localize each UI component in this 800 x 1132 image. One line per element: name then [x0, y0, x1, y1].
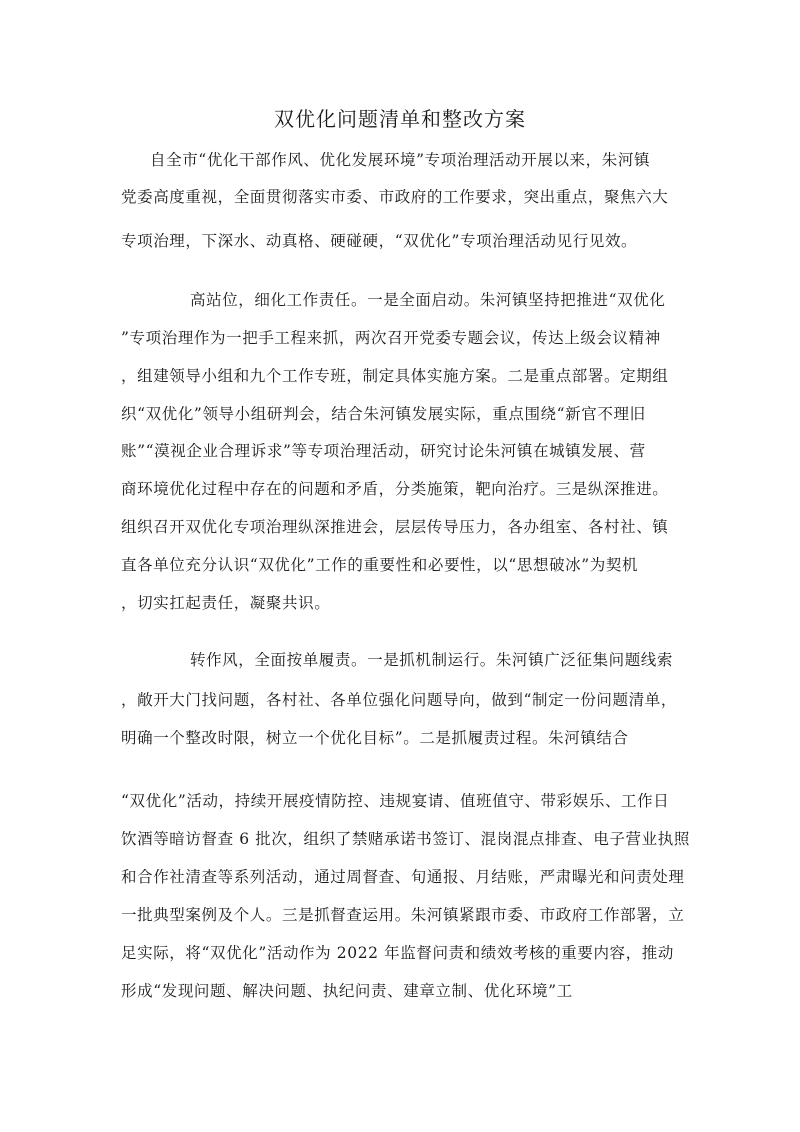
document-title: 双优化问题清单和整改方案	[274, 107, 526, 131]
paragraph-1-line-1: 自全市“优化干部作风、优化发展环境”专项治理活动开展以来，朱河镇	[150, 151, 651, 169]
paragraph-2-line-6: 商环境优化过程中存在的问题和矛盾，分类施策，靶向治疗。三是纵深推进。	[121, 480, 669, 498]
paragraph-4-line-2: 饮酒等暗访督查 6 批次，组织了禁赌承诺书签订、混岗混点排查、电子营业执照	[121, 830, 690, 848]
paragraph-3-line-3: 明确一个整改时限，树立一个优化目标”。二是抓履责过程。朱河镇结合	[121, 729, 629, 747]
paragraph-2-line-7: 组织召开双优化专项治理纵深推进会，层层传导压力，各办组室、各村社、镇	[121, 518, 669, 536]
paragraph-4-line-3: 和合作社清查等系列活动，通过周督查、旬通报、月结账，严肃曝光和问责处理	[121, 868, 685, 886]
paragraph-2-line-1: 高站位，细化工作责任。一是全面启动。朱河镇坚持把推进“双优化	[190, 291, 666, 309]
paragraph-2-line-4: 织“双优化”领导小组研判会，结合朱河镇发展实际，重点围绕“新官不理旧	[121, 405, 646, 423]
paragraph-2-line-5: 账”“漠视企业合理诉求”等专项治理活动，研究讨论朱河镇在城镇发展、营	[121, 442, 646, 460]
paragraph-3-line-1: 转作风，全面按单履责。一是抓机制运行。朱河镇广泛征集问题线索	[190, 651, 674, 669]
paragraph-2-line-9: ，切实扛起责任，凝聚共识。	[121, 594, 331, 612]
paragraph-4-line-4: 一批典型案例及个人。三是抓督查运用。朱河镇紧跟市委、市政府工作部署，立	[121, 906, 685, 924]
paragraph-4-line-1: “双优化”活动，持续开展疫情防控、违规宴请、值班值守、带彩娱乐、工作日	[121, 792, 670, 810]
paragraph-2-line-3: ，组建领导小组和九个工作专班，制定具体实施方案。二是重点部署。定期组	[121, 367, 669, 385]
paragraph-2-line-2: ”专项治理作为一把手工程来抓，两次召开党委专题会议，传达上级会议精神	[121, 329, 661, 347]
paragraph-4-line-5: 足实际，将“双优化”活动作为 2022 年监督问责和绩效考核的重要内容，推动	[121, 944, 674, 962]
paragraph-3-line-2: ，敞开大门找问题，各村社、各单位强化问题导向，做到“制定一份问题清单，	[121, 691, 677, 709]
paragraph-4-line-6: 形成“发现问题、解决问题、执纪问责、建章立制、优化环境”工	[121, 982, 573, 1000]
paragraph-2-line-8: 直各单位充分认识“双优化”工作的重要性和必要性，以“思想破冰”为契机	[121, 556, 639, 574]
paragraph-1-line-2: 党委高度重视，全面贯彻落实市委、市政府的工作要求，突出重点，聚焦六大	[121, 188, 669, 206]
paragraph-1-line-3: 专项治理，下深水、动真格、硬碰硬，“双优化”专项治理活动见行见效。	[121, 232, 638, 250]
